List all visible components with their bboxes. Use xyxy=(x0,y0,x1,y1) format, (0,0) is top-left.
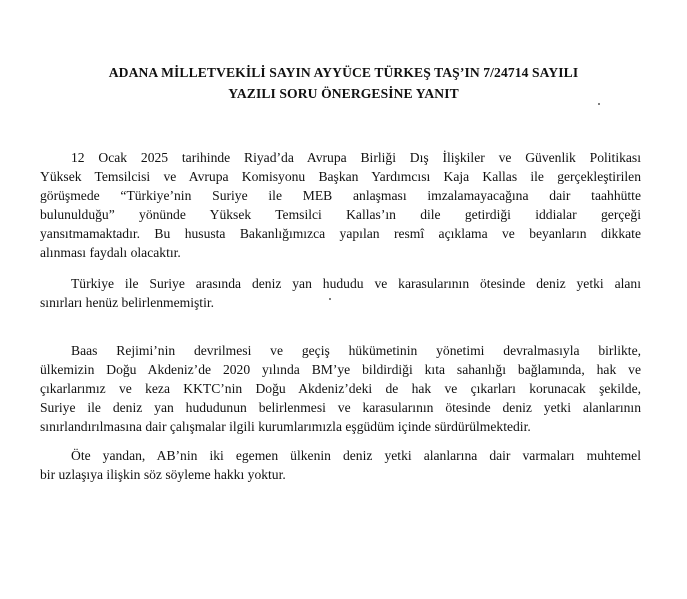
paragraph-line: Yüksek Temsilcisi ve Avrupa Komisyonu Başkan Yardımcısı Kaja Kallas ile gerçekleştirilen xyxy=(40,169,641,184)
paragraph-line: Türkiye ile Suriye arasında deniz yan hududu ve karasularının ötesinde deniz yetki alanı xyxy=(71,276,641,291)
paragraph-line: yansıtmamaktadır. Bu hususta Bakanlığımızca yapılan resmî açıklama ve beyanların dikkate xyxy=(40,226,641,241)
scan-speck xyxy=(329,298,331,300)
paragraph-1 xyxy=(40,148,641,262)
paragraph-4 xyxy=(40,446,641,484)
paragraph-line: görüşmede “Türkiye’nin Suriye ile MEB anlaşması imzalamayacağına dair taahhütte xyxy=(40,188,641,203)
paragraph-line: ülkemizin Doğu Akdeniz’de 2020 yılında BM’ye bildirdiği kıta sahanlığı bağlamında, hak ve xyxy=(40,362,641,377)
paragraph-line: Baas Rejimi’nin devrilmesi ve geçiş hükümetinin yönetimi devralmasıyla birlikte, xyxy=(71,343,641,358)
paragraph-line: bulunulduğu” yönünde Yüksek Temsilci Kallas’ın dile getirdiği iddialar gerçeği xyxy=(40,207,641,222)
paragraph-3 xyxy=(40,341,641,436)
paragraph-2 xyxy=(40,274,641,312)
paragraph-line: alınması faydalı olacaktır. xyxy=(40,245,181,260)
document-title-line-2: YAZILI SORU ÖNERGESİNE YANIT xyxy=(228,86,459,101)
paragraph-line: 12 Ocak 2025 tarihinde Riyad’da Avrupa Birliği Dış İlişkiler ve Güvenlik Politikası xyxy=(71,150,641,165)
document-title-line-1: ADANA MİLLETVEKİLİ SAYIN AYYÜCE TÜRKEŞ TAŞ’IN 7/24714 SAYILI xyxy=(108,65,579,80)
scan-speck xyxy=(598,103,600,105)
paragraph-line: sınırlandırılmasına dair çalışmalar ilgili kurumlarımızla eşgüdüm içinde sürdürülmektedir. xyxy=(40,419,531,434)
paragraph-line: Suriye ile deniz yan hududunun belirlenmesi ve karasularının ötesinde deniz yetki alanlarının xyxy=(40,400,641,415)
paragraph-line: bir uzlaşıya ilişkin söz söyleme hakkı yoktur. xyxy=(40,467,286,482)
paragraph-line: sınırları henüz belirlenmemiştir. xyxy=(40,295,215,310)
paragraph-line: Öte yandan, AB’nin iki egemen ülkenin deniz yetki alanlarına dair varmaları muhtemel xyxy=(71,448,641,463)
paragraph-line: çıkarlarımız ve keza KKTC’nin Doğu Akdeniz’deki de hak ve çıkarları korunacak şekilde, xyxy=(40,381,641,396)
